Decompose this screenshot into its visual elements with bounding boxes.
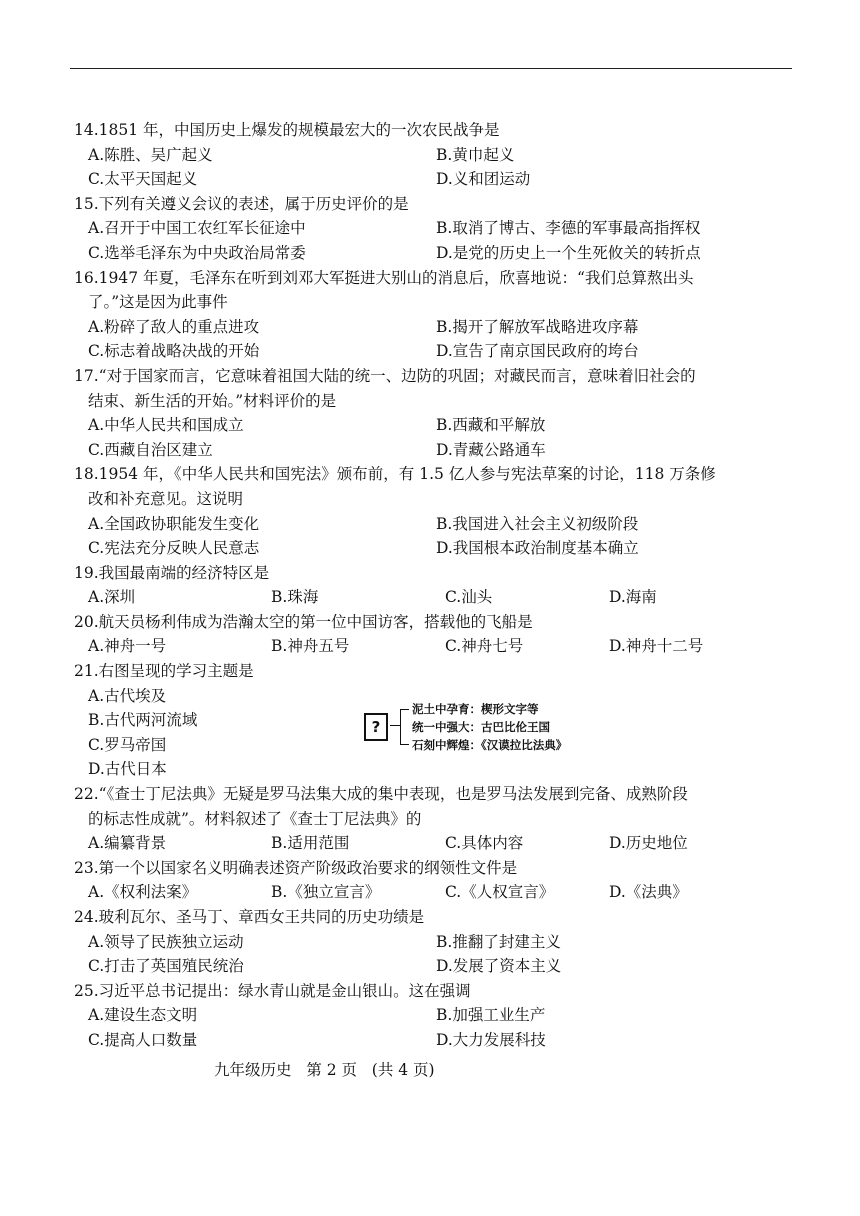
question-stem: 15.下列有关遵义会议的表述，属于历史评价的是 [74,194,409,213]
answer-option: B.珠海 [271,588,319,607]
option-row [74,1028,792,1053]
answer-option: D.义和团运动 [436,170,531,189]
answer-option: B.黄巾起义 [436,145,515,164]
question-mark-box: ? [364,713,388,741]
question-stem: 18.1954 年，《中华人民共和国宪法》颁布前，有 1.5 亿人参与宪法草案的讨论，118 万条修 [74,465,716,484]
question-stem: 19.我国最南端的经济特区是 [74,563,270,582]
question-stem-continued: 结束、新生活的开始。”材料评价的是 [88,391,337,410]
option-row [74,954,792,979]
question-stem: 16.1947 年夏，毛泽东在听到刘邓大军挺进大别山的消息后，欣喜地说：“我们总算熬出头 [74,268,694,287]
option-row [74,536,792,561]
answer-option: C.汕头 [445,588,493,607]
answer-option: D.海南 [609,588,657,607]
question-stem: 14.1851 年，中国历史上爆发的规模最宏大的一次农民战争是 [74,121,500,139]
question-stem-continued: 改和补充意见。这说明 [88,489,244,508]
answer-option: C.标志着战略决战的开始 [88,342,260,361]
answer-option: A.粉碎了敌人的重点进攻 [88,317,260,336]
answer-option: C.太平天国起义 [88,170,198,189]
question-stem-continued: 了。”这是因为此事件 [88,293,228,312]
answer-option: B.我国进入社会主义初级阶段 [436,514,639,533]
diagram-bracket [400,709,409,745]
answer-option: D.青藏公路通车 [436,440,546,459]
answer-option: D.发展了资本主义 [436,957,562,976]
answer-option: A.中华人民共和国成立 [88,416,244,435]
question-stem: 25.习近平总书记提出：绿水青山就是金山银山。这在强调 [74,981,471,1000]
answer-option: A.《权利法案》 [88,883,198,902]
option-row [74,413,792,438]
question-stem: 17.“对于国家而言，它意味着祖国大陆的统一、边防的巩固；对藏民而言，意味着旧社会的 [74,366,696,385]
answer-option: D.是党的历史上一个生死攸关的转折点 [436,243,701,262]
answer-option: B.揭开了解放军战略进攻序幕 [436,317,639,336]
answer-option: D.神舟十二号 [609,637,704,656]
answer-option: A.神舟一号 [88,637,167,656]
answer-option: D.我国根本政治制度基本确立 [436,539,639,558]
answer-option: D.大力发展科技 [436,1030,546,1049]
question-stem: 23.第一个以国家名义明确表述资产阶级政治要求的纲领性文件是 [74,858,518,877]
answer-option: C.打击了英国殖民统治 [88,957,244,976]
answer-option: A.深圳 [88,588,136,607]
answer-option: D.《法典》 [609,883,688,902]
header-rule [70,68,792,69]
option-row [74,167,792,192]
option-row [74,512,792,537]
answer-option: C.罗马帝国 [88,735,167,754]
answer-option: C.《人权宣言》 [445,883,555,902]
question-stem: 24.玻利瓦尔、圣马丁、章西女王共同的历史功绩是 [74,908,425,926]
question-stem: 21.右图呈现的学习主题是 [74,662,254,681]
option-row [74,930,792,955]
option-row [74,634,792,659]
page-footer: 九年级历史 第 2 页 (共 4 页) [214,1061,435,1079]
answer-option: B.推翻了封建主义 [436,932,561,951]
answer-option: B.加强工业生产 [436,1006,546,1025]
answer-option: C.具体内容 [445,834,524,853]
answer-option: D.古代日本 [88,760,167,779]
option-row [74,216,792,241]
option-row [74,143,792,168]
answer-option: C.宪法充分反映人民意志 [88,539,260,558]
answer-option: A.编纂背景 [88,834,167,853]
answer-option: A.陈胜、吴广起义 [88,145,213,164]
answer-option: A.全国政协职能发生变化 [88,514,260,533]
answer-option: C.选举毛泽东为中央政治局常委 [88,243,306,262]
answer-option: B.神舟五号 [271,637,350,656]
answer-option: A.召开于中国工农红军长征途中 [88,219,306,238]
answer-option: B.古代两河流域 [88,711,198,730]
question-stem: 22.“《查士丁尼法典》无疑是罗马法集大成的集中表现，也是罗马法发展到完备、成熟阶段 [74,785,688,804]
answer-option: C.提高人口数量 [88,1030,198,1049]
diagram-connector [390,725,400,726]
diagram-line-3: 石刻中辉煌：《汉谟拉比法典》 [412,738,568,752]
option-row [74,831,792,856]
answer-option: C.神舟七号 [445,637,524,656]
answer-option: A.领导了民族独立运动 [88,932,244,951]
option-row [74,339,792,364]
answer-option: B.西藏和平解放 [436,416,546,435]
diagram-line-2: 统一中强大：古巴比伦王国 [412,720,550,734]
option-row [74,241,792,266]
answer-option: A.建设生态文明 [88,1006,198,1025]
option-row [74,880,792,905]
option-row [74,585,792,610]
study-theme-diagram [364,701,604,763]
option-row [74,315,792,340]
question-list [74,118,792,1053]
answer-option: A.古代埃及 [88,686,167,705]
diagram-line-1: 泥土中孕育：楔形文字等 [412,702,539,716]
answer-option: B.《独立宣言》 [271,883,381,902]
answer-option: C.西藏自治区建立 [88,440,213,459]
option-row [74,1003,792,1028]
answer-option: D.历史地位 [609,834,688,853]
answer-option: D.宣告了南京国民政府的垮台 [436,342,639,361]
option-row [74,438,792,463]
question-stem: 20.航天员杨利伟成为浩瀚太空的第一位中国访客，搭载他的飞船是 [74,612,533,631]
answer-option: B.适用范围 [271,834,350,853]
answer-option: B.取消了博古、李德的军事最高指挥权 [436,219,701,238]
question-stem-continued: 的标志性成就”。材料叙述了《查士丁尼法典》的 [88,809,422,828]
